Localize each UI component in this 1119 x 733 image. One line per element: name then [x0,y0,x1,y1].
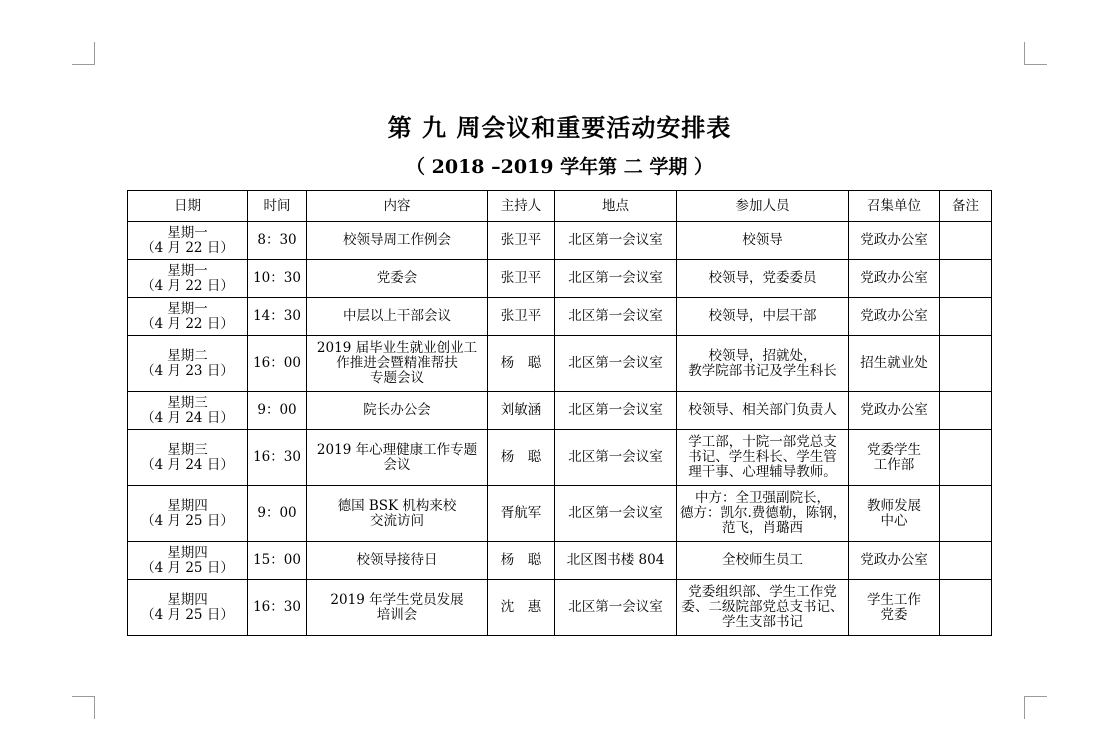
cell-line: 党政办公室 [860,270,928,286]
cell-line: 校领导，招就处， [708,347,817,364]
cell-note [940,542,992,580]
cell-host: 张卫平 [488,298,555,336]
cell-content [307,486,488,542]
cell-host: 刘敏涵 [488,392,555,430]
header-time: 时间 [248,191,307,222]
cell-line: 校领导 [742,232,783,248]
cell-time: 10：30 [248,260,307,298]
cell-host: 张卫平 [488,222,555,260]
cell-note [940,222,992,260]
cell-date [128,542,248,580]
cell-line: 党委 [880,606,908,623]
cell-attendees [677,542,849,580]
cell-line: 培训会 [376,606,418,623]
cell-line: 星期二 [167,347,208,364]
header-place: 地点 [555,191,677,222]
cell-content [307,298,488,336]
cell-host: 胥航军 [488,486,555,542]
header-attendees: 参加人员 [677,191,849,222]
cell-time: 14：30 [248,298,307,336]
cell-line: 学生支部书记 [722,614,803,630]
table-row [128,392,992,430]
cell-line: 中心 [880,512,908,529]
crop-mark-top-left [72,42,95,65]
cell-line: （4 月 25 日） [141,559,234,576]
cell-attendees [677,430,849,486]
header-host: 主持人 [488,191,555,222]
cell-line: 教学院部书记及学生科长 [688,362,837,379]
crop-mark-bottom-right [1024,696,1047,719]
cell-time: 16：30 [248,430,307,486]
table-header-row [128,191,992,222]
table-row [128,298,992,336]
cell-line: （4 月 22 日） [141,277,234,294]
cell-note [940,260,992,298]
cell-line: 党委会 [376,270,418,286]
cell-line: 2019 年心理健康工作专题 [316,441,478,458]
cell-line: 校领导，中层干部 [708,308,817,324]
schedule-table [127,190,992,636]
cell-line: 党政办公室 [860,232,928,248]
cell-line: 党委学生 [867,441,921,458]
cell-line: （4 月 22 日） [141,239,234,256]
cell-line: 星期一 [167,262,208,279]
cell-attendees [677,298,849,336]
cell-note [940,392,992,430]
cell-place: 北区第一会议室 [555,392,677,430]
cell-line: 书记、学生科长、学生管 [688,449,837,465]
cell-attendees [677,486,849,542]
cell-line: 星期四 [167,544,208,561]
cell-line: 党委组织部、学生工作党 [688,584,837,600]
cell-line: （4 月 23 日） [141,362,234,379]
cell-line: 2019 年学生党员发展 [330,591,464,608]
cell-line: 院长办公会 [363,402,431,418]
cell-host: 杨 聪 [488,336,555,392]
document-title: 第 九 周会议和重要活动安排表 [387,113,732,142]
cell-place: 北区第一会议室 [555,430,677,486]
cell-attendees [677,336,849,392]
cell-convener [849,222,940,260]
cell-line: 星期四 [167,497,208,514]
cell-place: 北区第一会议室 [555,222,677,260]
cell-line: 德国 BSK 机构来校 [337,497,457,514]
cell-line: 全校师生员工 [722,552,803,568]
cell-line: 学生工作 [867,591,921,608]
cell-convener [849,430,940,486]
cell-attendees [677,260,849,298]
table-row [128,580,992,636]
cell-content [307,430,488,486]
table-row [128,336,992,392]
cell-line: （4 月 25 日） [141,512,234,529]
cell-note [940,336,992,392]
cell-host: 杨 聪 [488,430,555,486]
cell-line: 中层以上干部会议 [343,308,451,324]
cell-place: 北区第一会议室 [555,260,677,298]
cell-note [940,430,992,486]
cell-note [940,580,992,636]
cell-convener [849,336,940,392]
table-row [128,430,992,486]
cell-time: 9：00 [248,392,307,430]
cell-line: 理干事、心理辅导教师。 [688,464,837,480]
cell-date [128,298,248,336]
cell-line: 星期一 [167,300,208,317]
cell-date [128,260,248,298]
cell-line: 工作部 [873,456,915,473]
cell-line: 星期三 [167,441,208,458]
cell-line: （4 月 22 日） [141,315,234,332]
header-content: 内容 [307,191,488,222]
cell-host: 杨 聪 [488,542,555,580]
cell-date [128,580,248,636]
cell-time: 8：30 [248,222,307,260]
cell-time: 15：00 [248,542,307,580]
cell-line: 德方：凯尔.费德勒，陈钢， [680,505,847,521]
table-row [128,222,992,260]
table-row [128,542,992,580]
table-row [128,260,992,298]
cell-line: 党政办公室 [860,402,928,418]
cell-host: 沈 惠 [488,580,555,636]
cell-convener [849,542,940,580]
cell-content [307,392,488,430]
cell-line: 党政办公室 [860,308,928,324]
cell-attendees [677,392,849,430]
cell-content [307,542,488,580]
cell-place: 北区第一会议室 [555,580,677,636]
cell-line: 范飞，肖璐西 [722,520,803,536]
cell-date [128,430,248,486]
cell-note [940,486,992,542]
cell-date [128,392,248,430]
cell-line: 星期三 [167,394,208,411]
cell-convener [849,392,940,430]
table-row [128,486,992,542]
cell-date [128,336,248,392]
cell-convener [849,260,940,298]
cell-date [128,222,248,260]
header-date: 日期 [128,191,248,222]
cell-line: （4 月 25 日） [141,606,234,623]
cell-line: （4 月 24 日） [141,456,234,473]
cell-line: 星期一 [167,224,208,241]
cell-content [307,260,488,298]
cell-line: 2019 届毕业生就业创业工 [316,340,478,356]
cell-line: 会议 [383,456,411,473]
cell-host: 张卫平 [488,260,555,298]
cell-attendees [677,222,849,260]
cell-date [128,486,248,542]
cell-line: 学工部，十院一部党总支 [688,434,837,450]
crop-mark-top-right [1024,42,1047,65]
cell-line: 中方：全卫强副院长， [695,490,830,506]
cell-line: 校领导，党委委员 [708,270,817,286]
cell-place: 北区第一会议室 [555,298,677,336]
header-note: 备注 [940,191,992,222]
cell-line: 教师发展 [867,497,921,514]
header-convener: 召集单位 [849,191,940,222]
cell-convener [849,580,940,636]
cell-note [940,298,992,336]
cell-convener [849,486,940,542]
cell-line: 专题会议 [370,370,424,386]
cell-time: 16：00 [248,336,307,392]
cell-line: 党政办公室 [860,552,928,568]
cell-place: 北区图书楼 804 [555,542,677,580]
cell-content [307,336,488,392]
cell-content [307,222,488,260]
cell-line: 作推进会暨精准帮扶 [336,355,458,371]
cell-line: 校领导周工作例会 [343,232,451,248]
cell-line: 星期四 [167,591,208,608]
crop-mark-bottom-left [72,696,95,719]
cell-line: （4 月 24 日） [141,409,234,426]
cell-attendees [677,580,849,636]
cell-place: 北区第一会议室 [555,486,677,542]
cell-place: 北区第一会议室 [555,336,677,392]
cell-line: 校领导接待日 [356,552,438,568]
document-subtitle: （ 2018 –2019 学年第 二 学期 ） [406,156,713,178]
cell-time: 16：30 [248,580,307,636]
cell-line: 交流访问 [370,512,424,529]
cell-content [307,580,488,636]
cell-line: 委、二级院部党总支书记、 [681,599,844,615]
cell-line: 招生就业处 [860,355,928,371]
cell-convener [849,298,940,336]
cell-time: 9：00 [248,486,307,542]
cell-line: 校领导、相关部门负责人 [688,402,837,418]
